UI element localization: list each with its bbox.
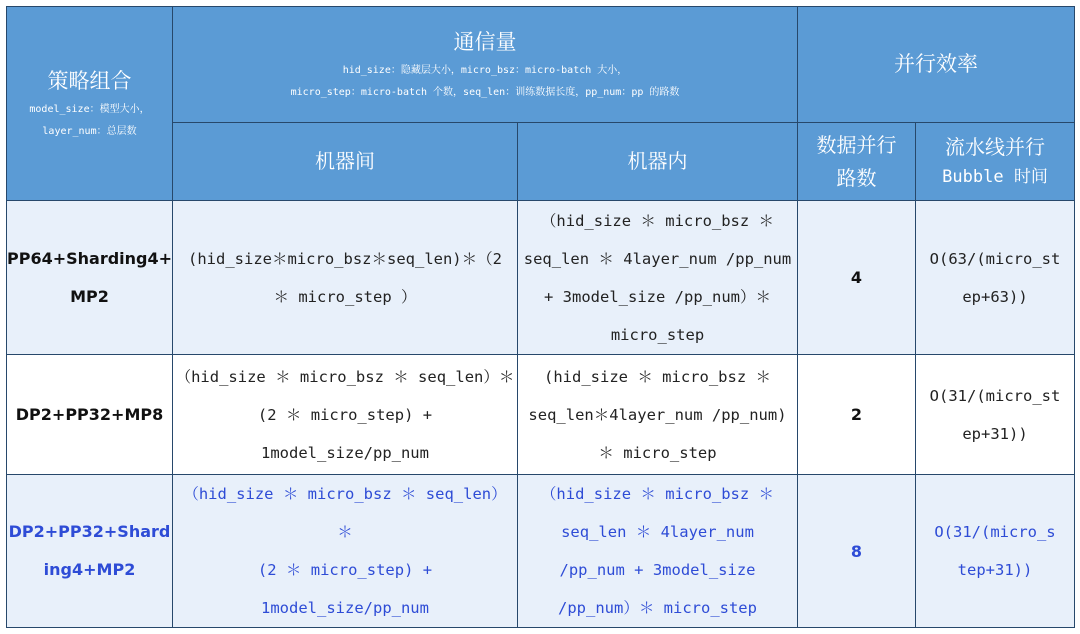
cell-line: (hid_size＊micro_bsz＊seq_len)＊（2: [188, 249, 502, 268]
cell-line: （hid_size ＊ micro_bsz ＊: [540, 485, 775, 503]
dp-title-line: 路数: [836, 165, 877, 190]
cell-line: O(31/(micro_s: [934, 523, 1056, 541]
dp-header: [798, 123, 916, 201]
bubble-header: [916, 123, 1075, 201]
cell-line: seq_len ＊ 4layer_num /pp_num: [523, 249, 792, 268]
table-row: [7, 201, 1075, 355]
inter-cell: [173, 475, 518, 628]
efficiency-header: [798, 7, 1075, 123]
table-row: [7, 475, 1075, 628]
dp-cell: 8: [798, 475, 916, 628]
intra-cell: [518, 475, 798, 628]
cell-line: （hid_size ＊ micro_bsz ＊: [540, 211, 775, 230]
strategy-cell: [7, 355, 173, 475]
intra-cell: [518, 201, 798, 355]
bubble-cell: [916, 355, 1075, 475]
inter-header: [173, 123, 518, 201]
comm-note-line: hid_size：隐藏层大小，micro_bsz：micro-batch 大小，: [342, 65, 628, 77]
cell-line: ing4+MP2: [43, 560, 136, 579]
inter-cell: [173, 201, 518, 355]
strategy-note-line: layer_num：总层数: [42, 126, 137, 138]
cell-line: ＊ micro_step: [598, 443, 717, 462]
cell-line: /pp_num + 3model_size: [559, 561, 756, 579]
inter-cell: [173, 355, 518, 475]
strategy-cell: [7, 475, 173, 628]
strategy-title: 策略组合: [47, 68, 132, 93]
strategy-cell: [7, 201, 173, 355]
efficiency-title: 并行效率: [894, 51, 978, 76]
comm-header: [173, 7, 798, 123]
bubble-cell: [916, 201, 1075, 355]
cell-line: 1model_size/pp_num: [261, 599, 429, 617]
cell-line: tep+31)): [957, 561, 1033, 579]
bubble-cell: [916, 475, 1075, 628]
cell-line: (2 ＊ micro_step) +: [257, 561, 433, 579]
dp-cell: 4: [798, 201, 916, 355]
cell-line: (hid_size ＊ micro_bsz ＊: [544, 367, 771, 386]
bubble-title-line: Bubble 时间: [942, 167, 1048, 188]
comm-title: 通信量: [453, 29, 517, 54]
intra-cell: [518, 355, 798, 475]
cell-line: seq_len＊4layer_num /pp_num): [528, 405, 787, 424]
strategy-note-line: model_size：模型大小，: [29, 104, 150, 116]
cell-line: MP2: [70, 286, 109, 306]
strategy-header: [7, 7, 173, 201]
cell-line: ＊: [337, 523, 353, 541]
cell-line: seq_len ＊ 4layer_num: [561, 523, 754, 541]
dp-title-line: 数据并行: [816, 132, 897, 157]
cell-line: O(63/(micro_st: [929, 249, 1061, 268]
cell-line: + 3model_size /pp_num）＊: [544, 287, 771, 306]
cell-line: DP2+PP32+Shard: [8, 522, 171, 541]
cell-line: (2 ＊ micro_step) +: [257, 405, 433, 424]
dp-cell: 2: [798, 355, 916, 475]
intra-title: 机器内: [627, 149, 688, 173]
inter-title: 机器间: [315, 149, 375, 173]
cell-line: PP64+Sharding4+: [7, 248, 173, 268]
cell-line: /pp_num）＊ micro_step: [558, 599, 757, 617]
cell-line: （hid_size ＊ micro_bsz ＊ seq_len）＊: [175, 367, 515, 386]
cell-line: DP2+PP32+MP8: [15, 404, 164, 424]
cell-line: O(31/(micro_st: [929, 386, 1061, 405]
table-row: [7, 355, 1075, 475]
bubble-title-line: 流水线并行: [945, 135, 1045, 160]
header-row-1: [7, 7, 1075, 123]
comparison-table: [6, 6, 1075, 628]
cell-line: ＊ micro_step ）: [273, 287, 417, 306]
intra-header: [518, 123, 798, 201]
cell-line: ep+63)): [962, 287, 1028, 306]
cell-line: （hid_size ＊ micro_bsz ＊ seq_len）: [183, 485, 507, 503]
cell-line: micro_step: [610, 325, 705, 344]
cell-line: ep+31)): [962, 424, 1028, 443]
cell-line: 1model_size/pp_num: [261, 443, 429, 462]
comm-note-line: micro_step：micro-batch 个数，seq_len：训练数据长度，pp_num：pp 的路数: [290, 87, 680, 99]
